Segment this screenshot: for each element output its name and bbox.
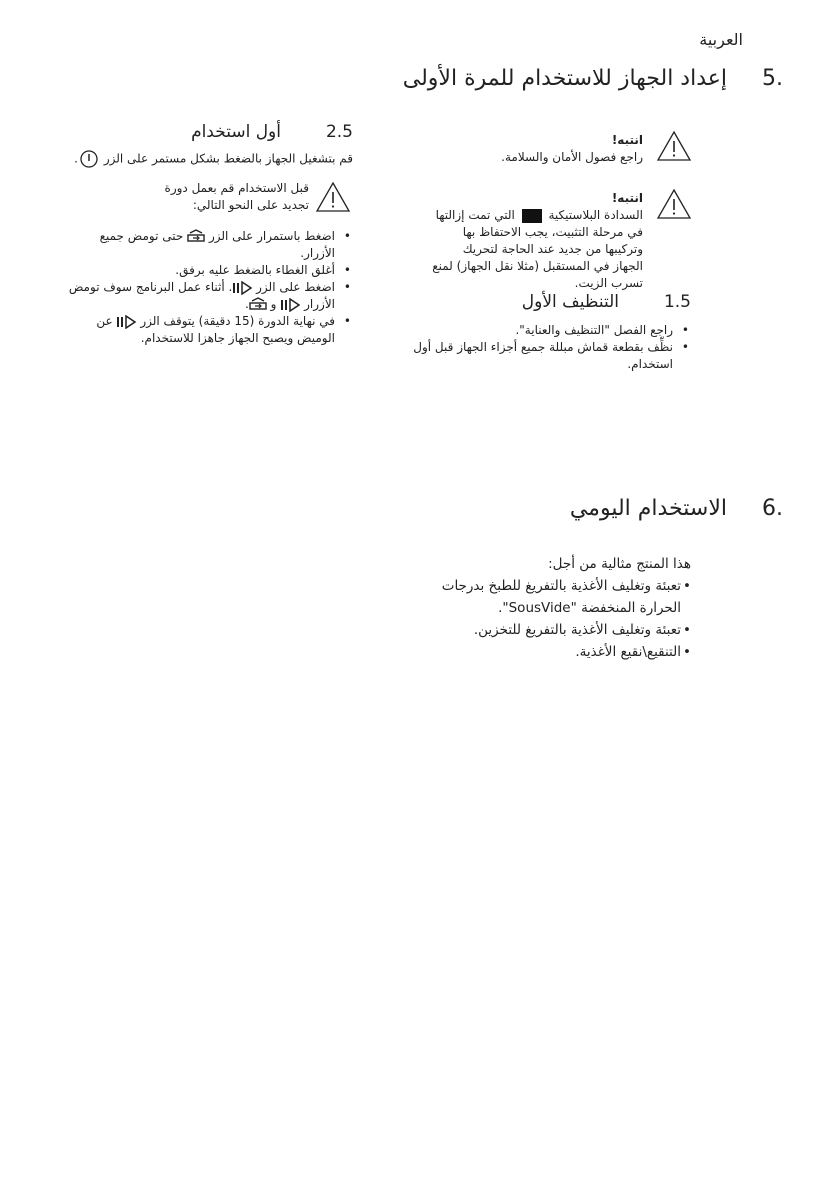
- first-use-steps: [63, 228, 353, 347]
- list-item: • اضغط باستمرار على الزر حتى تومض جميع الأزرار.: [63, 228, 353, 262]
- section-6-heading: [543, 496, 783, 526]
- list-item: • في نهاية الدورة (15 دقيقة) يتوقف الزر عن الوميض ويصبح الجهاز جاهزا للاستخدام.: [63, 313, 353, 347]
- list-item: • راجع الفصل "التنظيف والعناية".: [381, 322, 691, 339]
- subsection-number: 1.5: [663, 292, 691, 312]
- warning-text-2: السدادة البلاستيكية التي تمت إزالتها في مرحلة التثبيت، يجب الاحتفاظ بها وتركيبها من جديد عند الحاجة لتحريك الجهاز في المستقبل (مثلا نقل الجهاز) لمنع تسرب الزيت.: [432, 208, 643, 290]
- warning-text: راجع فصول الأمان والسلامة.: [501, 150, 643, 164]
- start-pause-icon: [232, 281, 252, 295]
- warning-icon: [656, 130, 692, 162]
- language-label: العربية: [699, 30, 743, 49]
- list-item: • نظِّف بقطعة قماش مبللة جميع أجزاء الجهاز قبل أول استخدام.: [381, 339, 691, 373]
- first-use-intro: قم بتشغيل الجهاز بالضغط بشكل مستمر على الزر .: [33, 150, 353, 168]
- list-item: • تعبئة وتغليف الأغذية بالتفريغ للطبخ بدرجات الحرارة المنخفضة "SousVide".: [405, 575, 691, 619]
- list-item: • التنقيع\نقيع الأغذية.: [405, 641, 691, 663]
- cleaning-list: [381, 322, 691, 373]
- daily-use-intro: هذا المنتج مثالية من أجل:: [548, 556, 691, 572]
- start-pause-icon: [116, 315, 136, 329]
- daily-use-list: [405, 575, 691, 663]
- subsection-title: التنظيف الأول: [521, 292, 619, 312]
- section-5-heading: [383, 66, 783, 96]
- section-5-title: إعداد الجهاز للاستخدام للمرة الأولى: [402, 66, 727, 91]
- subsection-2-5-heading: [113, 122, 353, 146]
- vacuum-seal-icon: [187, 229, 205, 245]
- warning-icon: [656, 188, 692, 220]
- list-item: • اضغط على الزر . أثناء عمل البرنامج سوف تومض الأزرار و .: [63, 279, 353, 313]
- subsection-title: أول استخدام: [191, 122, 281, 142]
- power-button-icon: [80, 150, 98, 168]
- section-5-number: 5.: [762, 66, 783, 91]
- list-item: • أغلق الغطاء بالضغط عليه برفق.: [63, 262, 353, 279]
- start-pause-icon: [280, 298, 300, 312]
- vacuum-seal-icon: [249, 297, 267, 313]
- subsection-1-5-heading: [451, 292, 691, 316]
- subsection-number: 2.5: [325, 122, 353, 142]
- warning-title: انتبه!: [611, 191, 643, 205]
- warning-icon: [315, 181, 351, 213]
- warning-title: انتبه!: [611, 133, 643, 147]
- warning-box-safety: [463, 132, 643, 166]
- regeneration-warning-text: قبل الاستخدام قم بعمل دورة تجديد على النحو التالي:: [164, 181, 309, 212]
- section-6-title: الاستخدام اليومي: [569, 496, 727, 521]
- plastic-plug-icon: [522, 209, 542, 223]
- list-item: • تعبئة وتغليف الأغذية بالتفريغ للتخزين.: [405, 619, 691, 641]
- warning-box-plug: [431, 190, 643, 292]
- section-6-number: 6.: [762, 496, 783, 521]
